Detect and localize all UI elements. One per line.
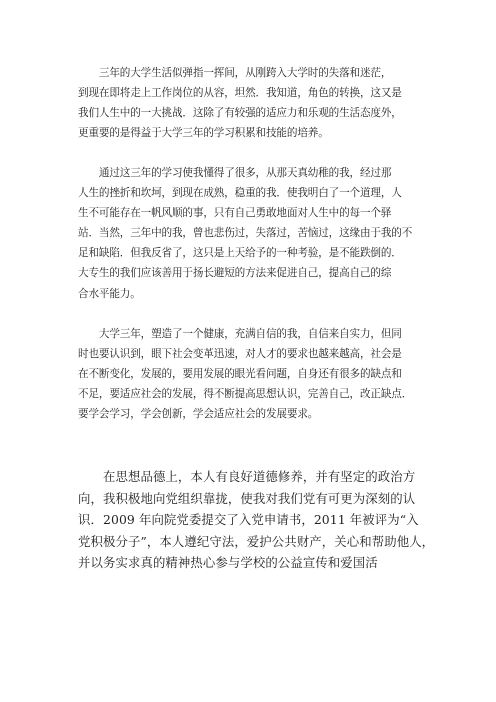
text-line: 大学三年，塑造了一个健康，充满自信的我，自信来自实力，但同 xyxy=(78,328,402,340)
text-line: 站．当然，三年中的我，曾也悲伤过，失落过，苦恼过，这缘由于我的不 xyxy=(78,227,413,240)
text-line: 通过这三年的学习使我懂得了很多，从那天真幼稚的我，经过那 xyxy=(78,167,392,179)
text-line: 并以务实求真的精神热心参与学校的公益宣传和爱国活 xyxy=(78,555,378,571)
text-line: 合水平能力。 xyxy=(78,287,141,300)
text-line: 生不可能存在一帆风顺的事，只有自己勇敢地面对人生中的每一个驿 xyxy=(78,207,392,220)
text-line: 向，我积极地向党组织靠拢，使我对我们党有可更为深刻的认 xyxy=(78,490,416,506)
text-line: 要学会学习，学会创新，学会适应社会的发展要求。 xyxy=(78,408,319,421)
text-line: 党积极分子”，本人遵纪守法，爱护公共财产，关心和帮助他人， xyxy=(78,533,435,549)
text-line: 足和缺陷．但我反省了，这只是上天给予的一种考验，是不能跌倒的． xyxy=(78,247,402,260)
text-line: 不足，要适应社会的发展，得不断提高思想认识，完善自己，改正缺点． xyxy=(78,388,413,401)
text-line: 人生的挫折和坎坷，到现在成熟，稳重的我．使我明白了一个道理，人 xyxy=(78,187,402,200)
text-line: 大专生的我们应该善用于扬长避短的方法来促进自己，提高自己的综 xyxy=(78,267,392,280)
paragraph-2 xyxy=(78,163,438,304)
text-line: 更重要的是得益于大学三年的学习积累和技能的培养。 xyxy=(78,127,329,140)
paragraph-3 xyxy=(78,324,438,424)
text-line: 识．2009 年向院党委提交了入党申请书，2011 年被评为“入 xyxy=(78,512,419,528)
text-line: 我们人生中的一大挑战．这除了有较强的适应力和乐观的生活态度外， xyxy=(78,107,402,120)
text-line: 到现在即将走上工作岗位的从容，坦然．我知道，角色的转换，这又是 xyxy=(78,87,402,100)
paragraph-1 xyxy=(78,63,438,143)
text-line: 三年的大学生活似弹指一挥间，从刚跨入大学时的失落和迷茫， xyxy=(78,67,392,79)
text-line: 时也要认识到，眼下社会变革迅速，对人才的要求也越来越高，社会是 xyxy=(78,348,402,361)
text-line: 在思想品德上，本人有良好道德修养，并有坚定的政治方 xyxy=(78,469,416,484)
paragraph-4 xyxy=(78,466,438,574)
text-line: 在不断变化，发展的，要用发展的眼光看问题，自身还有很多的缺点和 xyxy=(78,368,402,381)
